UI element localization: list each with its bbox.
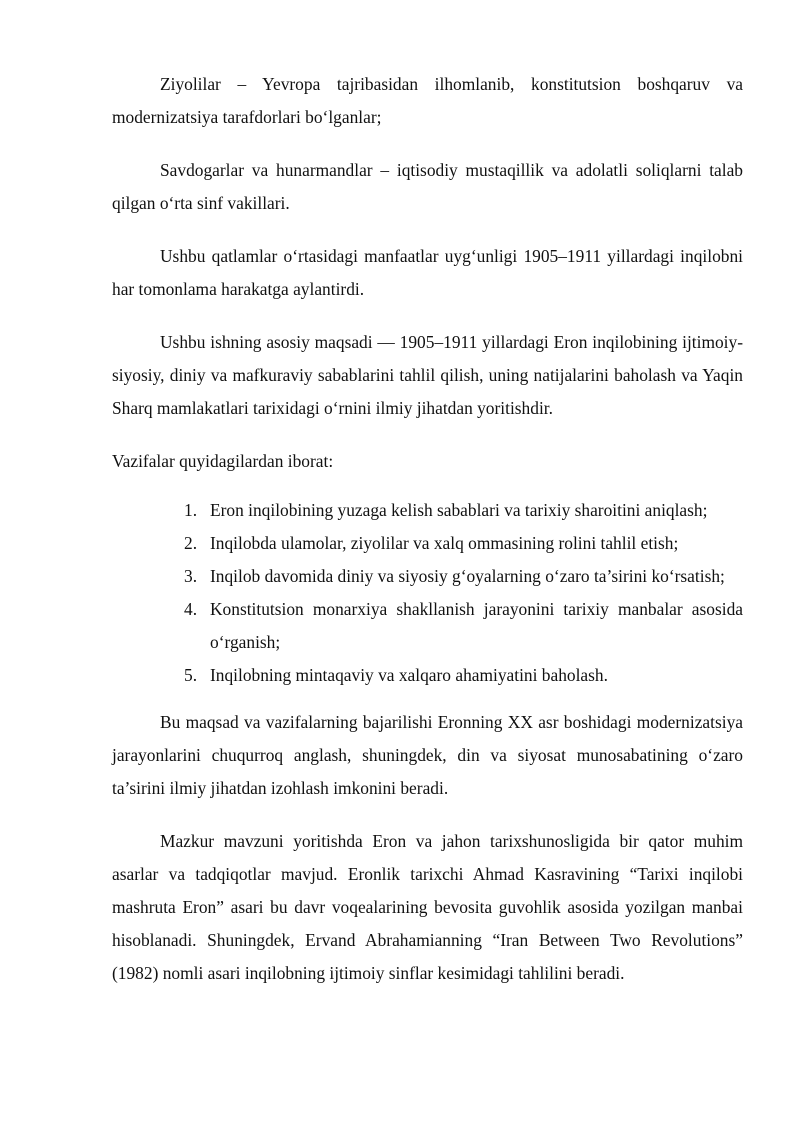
document-body [112, 68, 743, 990]
task-item [184, 593, 743, 659]
paragraph-intellectuals: Ziyolilar – Yevropa tajribasidan ilhomlanib, konstitutsion boshqaruv va modernizatsiya tarafdorlari bo‘lganlar; [112, 74, 743, 127]
task-item [184, 659, 743, 692]
tasks-intro: Vazifalar quyidagilardan iborat: [112, 451, 334, 471]
task-number: 1. [184, 500, 198, 520]
paragraph-historiography: Mazkur mavzuni yoritishda Eron va jahon tarixshunosligida bir qator muhim asarlar va tadqiqotlar mavjud. Eronlik tarixchi Ahmad Kasravining “Tarixi inqilobi mashruta Eron” asari bu davr voqealarining bevosita guvohlik asosida yozilgan manbai hisoblanadi. Shuningdek, Ervand Abrahamianning “Iran Between Two Revolutions” (1982) nomli asari inqilobning ijtimoiy sinflar kesimidagi tahlilini beradi. [112, 831, 743, 983]
task-number: 4. [184, 599, 198, 619]
paragraph-significance: Bu maqsad va vazifalarning bajarilishi Eronning XX asr boshidagi modernizatsiya jarayonlarini chuqurroq anglash, shuningdek, din va siyosat munosabatining o‘zaro ta’sirini ilmiy jihatdan izohlash imkonini beradi. [112, 712, 743, 798]
task-item [184, 560, 743, 593]
tasks-list [112, 494, 743, 692]
task-text: Eron inqilobining yuzaga kelish sabablari va tarixiy sharoitini aniqlash; [210, 500, 708, 520]
paragraph-merchants: Savdogarlar va hunarmandlar – iqtisodiy mustaqillik va adolatli soliqlarni talab qilgan o‘rta sinf vakillari. [112, 160, 743, 213]
task-number: 2. [184, 533, 198, 553]
task-text: Inqilob davomida diniy va siyosiy g‘oyalarning o‘zaro ta’sirini ko‘rsatish; [210, 566, 725, 586]
task-text: Inqilobning mintaqaviy va xalqaro ahamiyatini baholash. [210, 665, 608, 685]
paragraph-interests-harmony: Ushbu qatlamlar o‘rtasidagi manfaatlar uyg‘unligi 1905–1911 yillardagi inqilobni har tomonlama harakatga aylantirdi. [112, 246, 743, 299]
task-text: Konstitutsion monarxiya shakllanish jarayonini tarixiy manbalar asosida o‘rganish; [210, 599, 743, 652]
task-text: Inqilobda ulamolar, ziyolilar va xalq ommasining rolini tahlil etish; [210, 533, 679, 553]
task-item [184, 527, 743, 560]
task-number: 3. [184, 566, 198, 586]
paragraph-main-goal: Ushbu ishning asosiy maqsadi — 1905–1911 yillardagi Eron inqilobining ijtimoiy-siyosiy, diniy va mafkuraviy sabablarini tahlil qilish, uning natijalarini baholash va Yaqin Sharq mamlakatlari tarixidagi o‘rnini ilmiy jihatdan yoritishdir. [112, 332, 743, 418]
task-number: 5. [184, 665, 198, 685]
task-item [184, 494, 743, 527]
